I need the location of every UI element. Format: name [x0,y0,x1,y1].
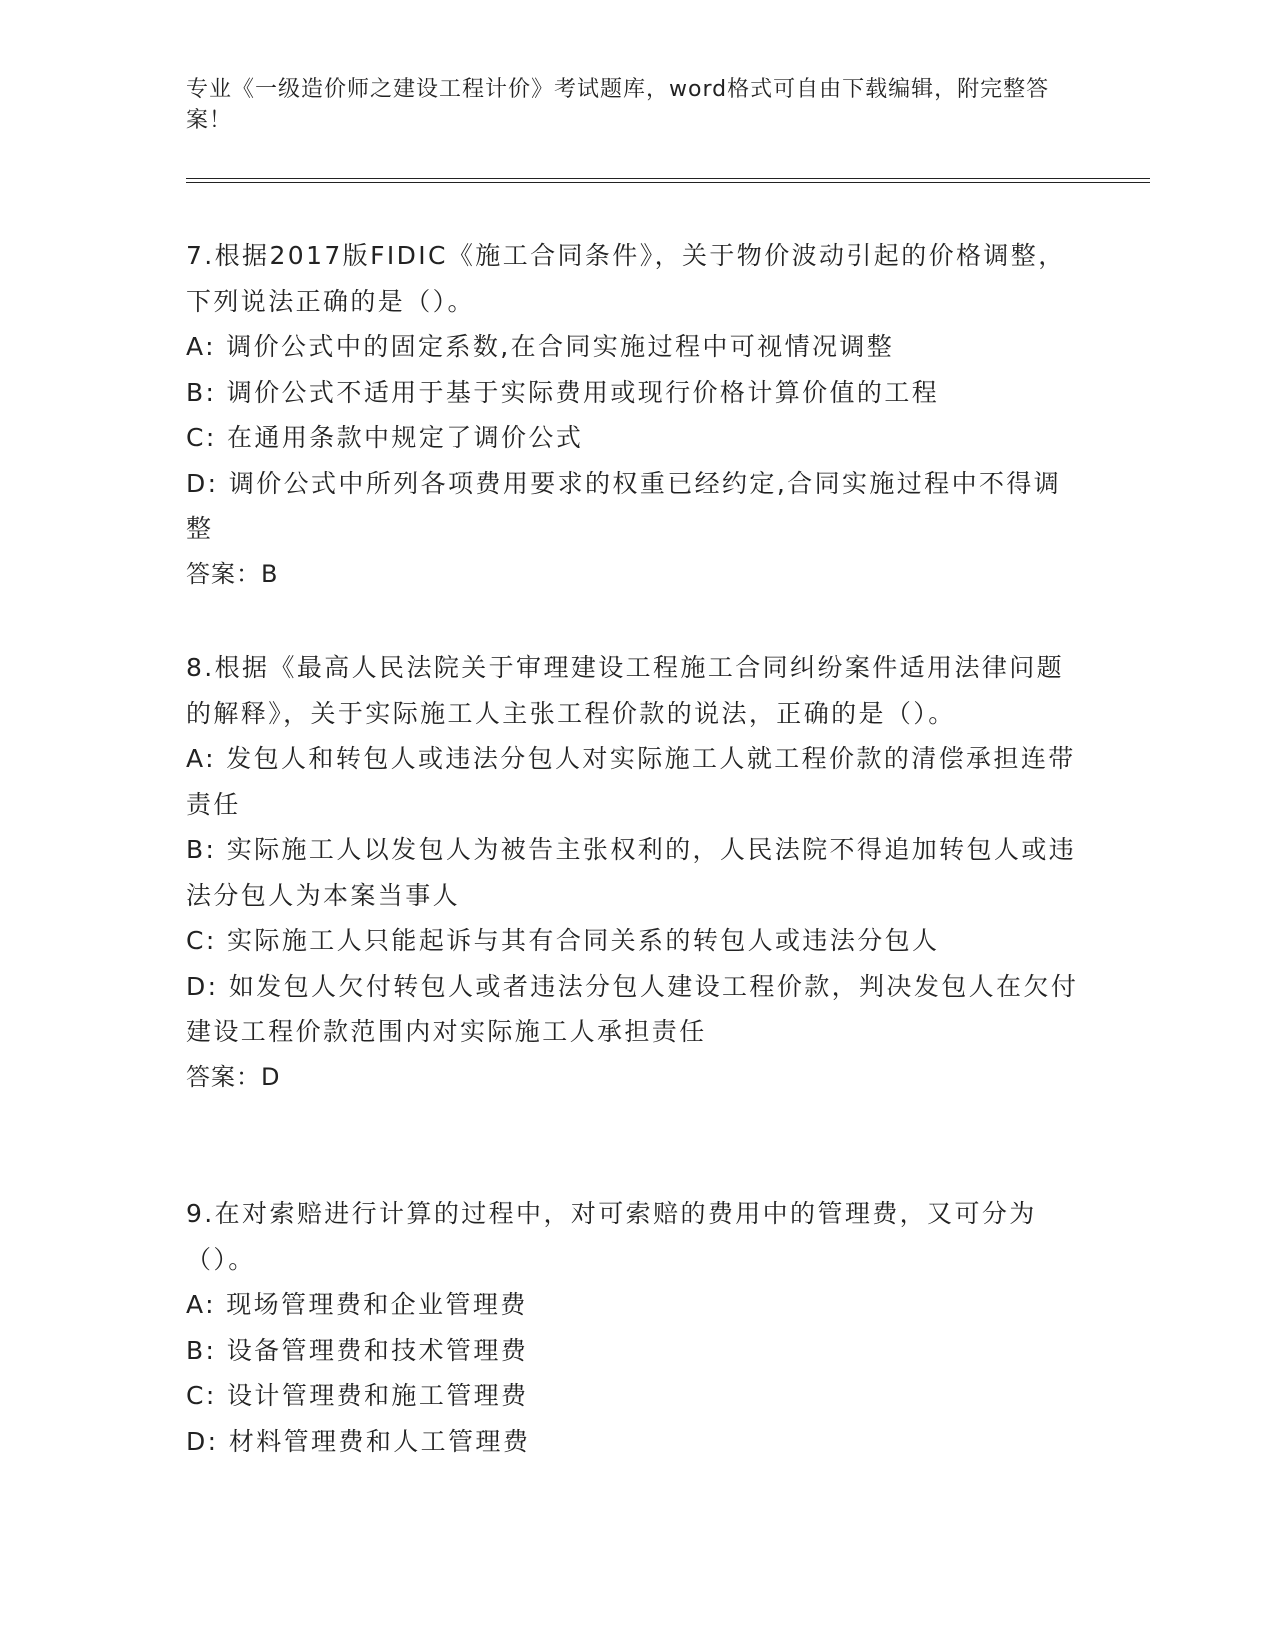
option-d: D: 材料管理费和人工管理费 [186,1426,531,1456]
option-a: A: 发包人和转包人或违法分包人对实际施工人就工程价款的清偿承担连带责任 [186,744,1076,819]
option-b: B: 设备管理费和技术管理费 [186,1335,529,1365]
option-a: A: 现场管理费和企业管理费 [186,1290,528,1319]
question-stem: 8.根据《最高人民法院关于审理建设工程施工合同纠纷案件适用法律问题的解释》，关于实际施工人主张工程价款的说法，正确的是（）。 [186,653,1065,728]
question-answer: 答案：D [186,1062,281,1091]
question-8 [186,645,1086,1100]
document-header: 专业《一级造价师之建设工程计价》考试题库，word格式可自由下载编辑，附完整答案！ [186,77,1050,133]
option-c: C: 设计管理费和施工管理费 [186,1381,529,1410]
option-c: C: 在通用条款中规定了调价公式 [186,423,584,452]
question-7 [186,233,1086,597]
option-b: B: 调价公式不适用于基于实际费用或现行价格计算价值的工程 [186,377,940,407]
question-answer: 答案：B [186,559,279,588]
option-a: A: 调价公式中的固定系数,在合同实施过程中可视情况调整 [186,332,895,361]
question-9 [186,1191,1086,1464]
question-stem: 7.根据2017版FIDIC《施工合同条件》，关于物价波动引起的价格调整，下列说法正确的是（）。 [186,241,1066,316]
option-b: B: 实际施工人以发包人为被告主张权利的，人民法院不得追加转包人或违法分包人为本案当事人 [186,835,1077,910]
header-divider-top [186,178,1150,179]
option-d: D: 调价公式中所列各项费用要求的权重已经约定,合同实施过程中不得调整 [186,468,1062,543]
header-divider-bottom [186,182,1150,183]
option-c: C: 实际施工人只能起诉与其有合同关系的转包人或违法分包人 [186,926,940,955]
option-d: D: 如发包人欠付转包人或者违法分包人建设工程价款，判决发包人在欠付建设工程价款范围内对实际施工人承担责任 [186,971,1079,1046]
question-stem: 9.在对索赔进行计算的过程中，对可索赔的费用中的管理费，又可分为（）。 [186,1199,1037,1274]
